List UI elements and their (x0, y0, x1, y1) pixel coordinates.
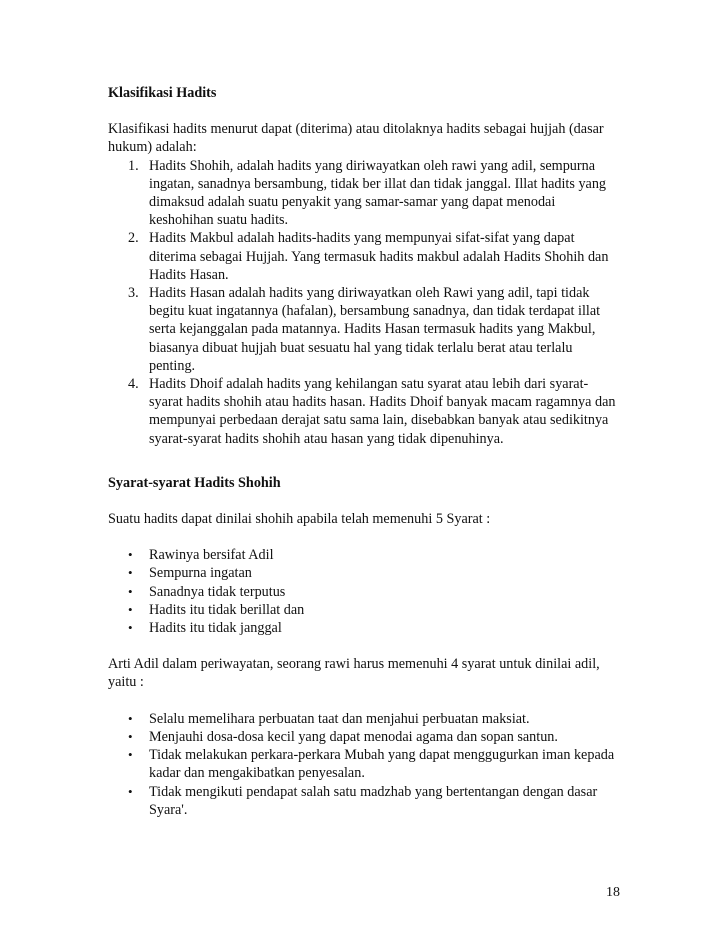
section2-intro: Suatu hadits dapat dinilai shohih apabila telah memenuhi 5 Syarat : (108, 511, 491, 528)
list-item: 1. Hadits Shohih, adalah hadits yang diriwayatkan oleh rawi yang adil, sempurna ingatan, sanadnya bersambung, tidak ber illat dan tidak janggal. Illat hadits yang dimaksud adalah suatu penyakit yang samar-samar yang dapat menodai keshohihan suatu hadits. (128, 157, 607, 229)
list-item: 4. Hadits Dhoif adalah hadits yang kehilangan satu syarat atau lebih dari syarat-syarat hadits shohih atau hadits hasan. Hadits Dhoif banyak macam ragamnya dan mempunyai perbedaan derajat satu sama lain, disebabkan banyak atau sedikitnya syarat-syarat hadits shohih atau hasan yang tidak dipenuhinya. (128, 376, 616, 447)
bullet-icon: • (128, 565, 133, 581)
adil-intro: Arti Adil dalam periwayatan, seorang rawi harus memenuhi 4 syarat untuk dinilai adil, yaitu : (108, 656, 600, 691)
list-item: • Rawinya bersifat Adil (128, 547, 274, 564)
adil-list (108, 710, 620, 819)
bullet-icon: • (128, 547, 133, 563)
bullet-icon: • (128, 747, 133, 763)
bullet-icon: • (128, 710, 133, 726)
syarat-list (108, 546, 620, 637)
section-title-klasifikasi: Klasifikasi Hadits (108, 85, 217, 101)
page-number: 18 (606, 885, 620, 900)
klasifikasi-list (108, 157, 620, 448)
bullet-icon: • (128, 783, 133, 799)
list-item: • Sempurna ingatan (128, 565, 252, 582)
list-item: • Hadits itu tidak janggal (128, 620, 282, 637)
bullet-icon: • (128, 601, 133, 617)
list-item: • Selalu memelihara perbuatan taat dan menjahui perbuatan maksiat. (128, 710, 530, 727)
list-item: 2. Hadits Makbul adalah hadits-hadits yang mempunyai sifat-sifat yang dapat diterima sebagai Hujjah. Yang termasuk hadits makbul adalah Hadits Shohih dan Hadits Hasan. (128, 230, 609, 283)
list-item: • Tidak mengikuti pendapat salah satu madzhab yang bertentangan dengan dasar Syara'. (128, 783, 598, 818)
list-item: • Sanadnya tidak terputus (128, 583, 286, 600)
section1-intro: Klasifikasi hadits menurut dapat (diterima) atau ditolaknya hadits sebagai hujjah (dasar hukum) adalah: (108, 121, 604, 156)
list-item: • Hadits itu tidak berillat dan (128, 601, 305, 618)
list-item: • Menjauhi dosa-dosa kecil yang dapat menodai agama dan sopan santun. (128, 728, 558, 745)
list-item: 3. Hadits Hasan adalah hadits yang diriwayatkan oleh Rawi yang adil, tapi tidak begitu kuat ingatannya (hafalan), bersambung sanadnya, dan tidak terdapat illat serta kejanggalan pada matannya. Hadits Hasan termasuk hadits yang Makbul, biasanya dibuat hujjah buat sesuatu hal yang tidak terlalu berat atau terlalu penting. (128, 285, 601, 374)
section-title-syarat: Syarat-syarat Hadits Shohih (108, 474, 281, 491)
bullet-icon: • (128, 583, 133, 599)
bullet-icon: • (128, 620, 133, 636)
list-item: • Tidak melakukan perkara-perkara Mubah yang dapat menggugurkan iman kepada kadar dan mengakibatkan penyesalan. (128, 747, 615, 782)
bullet-icon: • (128, 728, 133, 744)
document-page (108, 84, 620, 819)
